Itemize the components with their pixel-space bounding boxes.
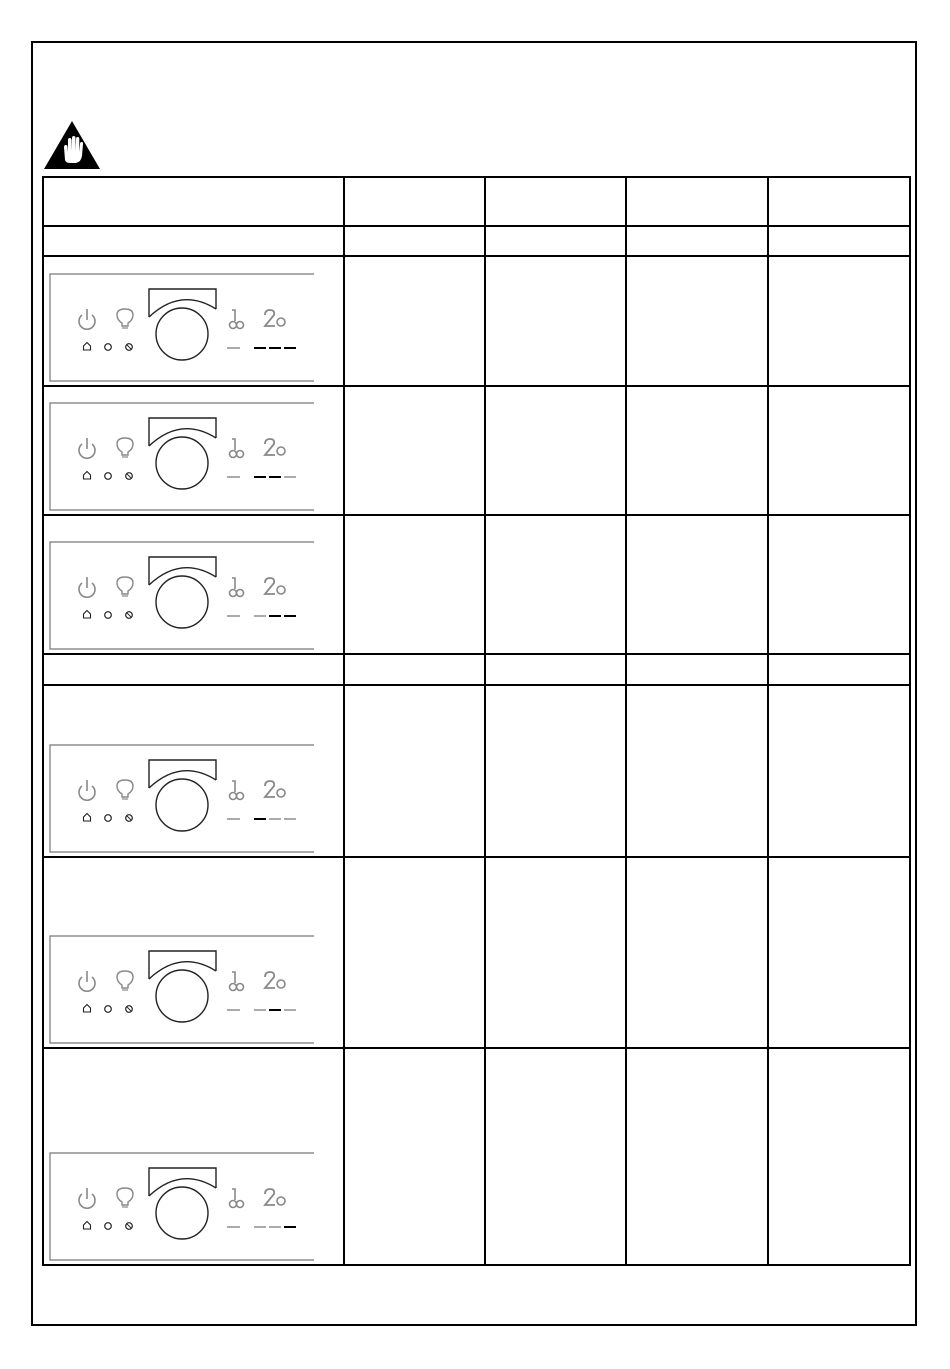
tablet-icon <box>230 972 244 991</box>
tablet-icon <box>230 310 244 329</box>
rinse-aid-icon <box>265 781 285 797</box>
timer-icon <box>126 344 133 351</box>
program-dial <box>149 557 216 628</box>
timer-icon <box>126 473 133 480</box>
power-icon <box>79 438 95 458</box>
program-dial <box>149 289 216 360</box>
indicator-bar <box>284 476 296 478</box>
rotate-icon <box>105 473 112 480</box>
table-cell <box>626 177 768 226</box>
table-row <box>43 515 910 654</box>
control-panel-illustration <box>49 541 317 651</box>
table-cell <box>768 515 910 654</box>
indicator-bar <box>227 1226 240 1228</box>
control-panel-illustration <box>49 935 317 1045</box>
table-cell <box>485 515 626 654</box>
indicator-bar <box>284 347 296 349</box>
control-panel-illustration <box>49 744 317 854</box>
rinse-aid-icon <box>265 972 285 988</box>
program-dial <box>149 951 216 1022</box>
table-cell <box>485 256 626 386</box>
program-dial <box>149 418 216 489</box>
indicator-bar <box>269 1226 281 1228</box>
power-icon <box>79 1188 95 1208</box>
table-cell <box>485 685 626 857</box>
table-row <box>43 256 910 386</box>
rotate-icon <box>105 612 112 619</box>
power-icon <box>79 577 95 597</box>
indicator-bar <box>254 476 266 478</box>
indicator-bar <box>254 1226 266 1228</box>
table-cell <box>344 177 485 226</box>
home-icon <box>84 611 91 619</box>
indicator-bar <box>269 347 281 349</box>
rotate-icon <box>105 1006 112 1013</box>
indicator-bar <box>284 1009 296 1011</box>
light-bulb-icon <box>117 438 133 457</box>
table-cell <box>768 256 910 386</box>
table-cell <box>626 256 768 386</box>
table-cell <box>43 256 344 386</box>
table-cell <box>344 1048 485 1265</box>
indicator-bar <box>254 347 266 349</box>
home-icon <box>84 1222 91 1230</box>
table-cell <box>344 386 485 515</box>
light-bulb-icon <box>117 780 133 799</box>
table-cell <box>768 386 910 515</box>
table-cell <box>485 386 626 515</box>
table-cell <box>768 226 910 256</box>
light-bulb-icon <box>117 577 133 596</box>
control-panel-illustration <box>49 273 317 383</box>
tablet-icon <box>230 439 244 458</box>
program-dial <box>149 1168 216 1239</box>
table-cell <box>43 226 344 256</box>
table-cell <box>485 857 626 1048</box>
indicator-bar <box>227 615 240 617</box>
timer-icon <box>126 612 133 619</box>
table-cell <box>344 654 485 685</box>
control-panel-illustration <box>49 1152 317 1262</box>
table-row <box>43 1048 910 1265</box>
table-cell <box>344 515 485 654</box>
hand-warning-icon <box>43 120 101 170</box>
program-dial <box>149 760 216 831</box>
indicator-bar <box>269 1009 281 1011</box>
table-cell <box>43 685 344 857</box>
timer-icon <box>126 1223 133 1230</box>
table-section-row <box>43 654 910 685</box>
indicator-bar <box>254 818 266 820</box>
indicator-bar <box>227 476 240 478</box>
indicator-bar <box>227 347 240 349</box>
indicator-bar <box>284 615 296 617</box>
table-cell <box>485 226 626 256</box>
table-cell <box>626 654 768 685</box>
table-cell <box>344 685 485 857</box>
light-bulb-icon <box>117 1188 133 1207</box>
table-cell <box>626 857 768 1048</box>
table-section-row <box>43 226 910 256</box>
table-cell <box>485 654 626 685</box>
timer-icon <box>126 1006 133 1013</box>
home-icon <box>84 343 91 351</box>
home-icon <box>84 814 91 822</box>
table-cell <box>43 515 344 654</box>
table-header-row <box>43 177 910 226</box>
table-cell <box>768 177 910 226</box>
table-row <box>43 386 910 515</box>
indicator-bar <box>269 818 281 820</box>
table-cell <box>626 685 768 857</box>
table-cell <box>344 857 485 1048</box>
power-icon <box>79 309 95 329</box>
indicator-bar <box>227 1009 240 1011</box>
table-cell <box>43 654 344 685</box>
light-bulb-icon <box>117 309 133 328</box>
table-cell <box>768 654 910 685</box>
control-panel-illustration <box>49 402 317 512</box>
light-bulb-icon <box>117 971 133 990</box>
table-cell <box>626 1048 768 1265</box>
table-cell <box>485 177 626 226</box>
table-cell <box>344 256 485 386</box>
table-cell <box>626 226 768 256</box>
indicator-bar <box>227 818 240 820</box>
rinse-aid-icon <box>265 578 285 594</box>
home-icon <box>84 1005 91 1013</box>
tablet-icon <box>230 781 244 800</box>
rotate-icon <box>105 815 112 822</box>
rinse-aid-icon <box>265 439 285 455</box>
indicator-bar <box>254 615 266 617</box>
tablet-icon <box>230 578 244 597</box>
power-icon <box>79 780 95 800</box>
indicator-bar <box>269 615 281 617</box>
timer-icon <box>126 815 133 822</box>
rinse-aid-icon <box>265 1189 285 1205</box>
tablet-icon <box>230 1189 244 1208</box>
table-cell <box>485 1048 626 1265</box>
rotate-icon <box>105 1223 112 1230</box>
table-cell <box>768 685 910 857</box>
rinse-aid-icon <box>265 310 285 326</box>
table-cell <box>768 1048 910 1265</box>
table-cell <box>43 1048 344 1265</box>
home-icon <box>84 472 91 480</box>
table-cell <box>43 177 344 226</box>
table-cell <box>43 386 344 515</box>
indicator-bar <box>284 1226 296 1228</box>
table-row <box>43 685 910 857</box>
table-cell <box>626 515 768 654</box>
table-row <box>43 857 910 1048</box>
power-icon <box>79 971 95 991</box>
table-cell <box>43 857 344 1048</box>
indicator-bar <box>269 476 281 478</box>
settings-table <box>42 176 911 1266</box>
table-cell <box>626 386 768 515</box>
table-cell <box>344 226 485 256</box>
rotate-icon <box>105 344 112 351</box>
indicator-bar <box>254 1009 266 1011</box>
table-cell <box>768 857 910 1048</box>
indicator-bar <box>284 818 296 820</box>
